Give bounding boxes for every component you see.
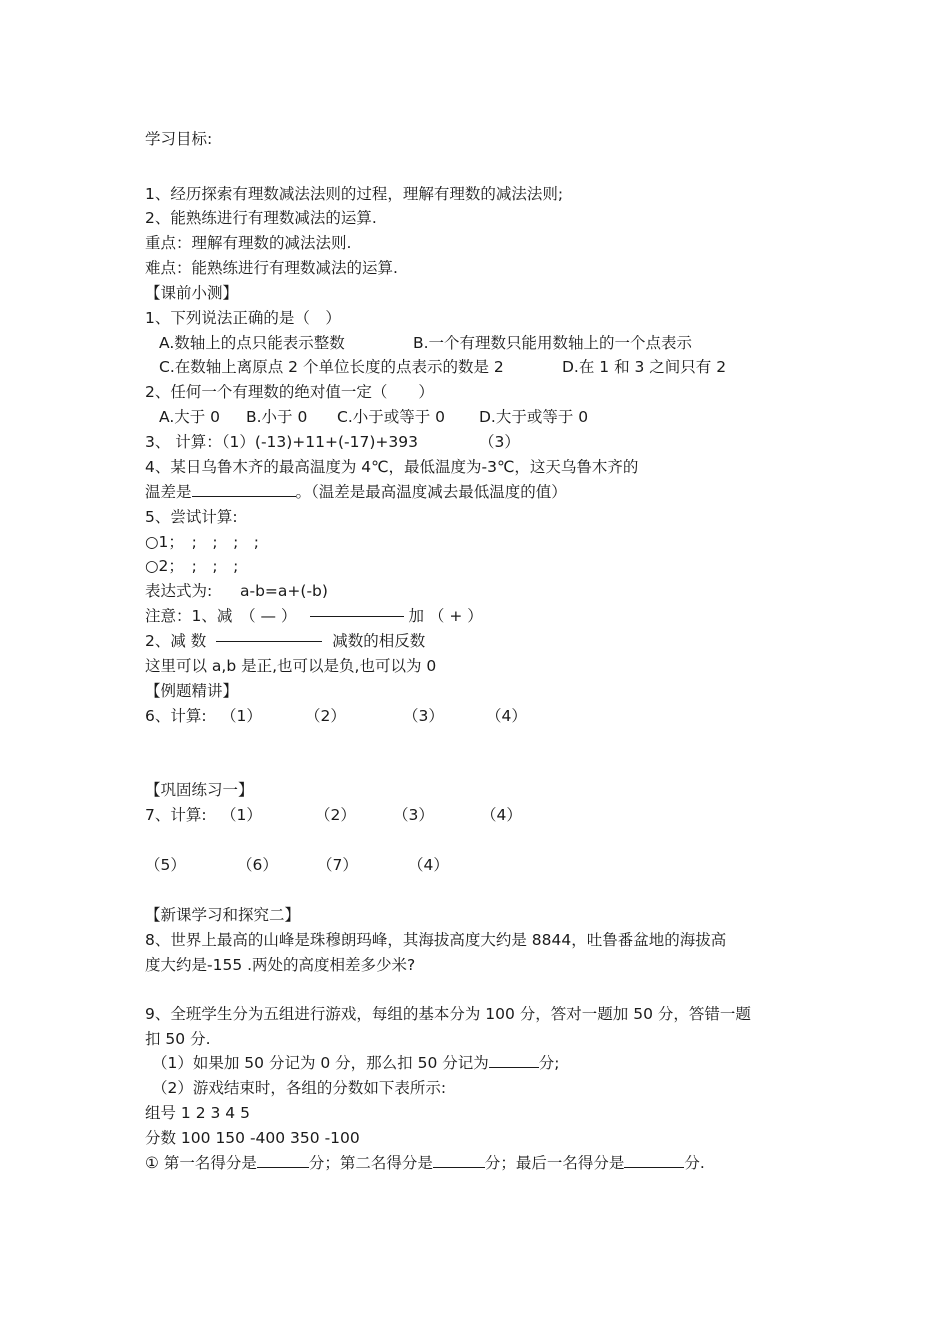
q2-option-d: D.大于或等于 0 xyxy=(479,408,589,426)
q5-note-2-suffix: 减数的相反数 xyxy=(332,632,426,650)
q5-expression-label: 表达式为: xyxy=(145,582,213,600)
q9-line-2: 扣 50 分. xyxy=(145,1030,211,1048)
q5-stem: 5、尝试计算: xyxy=(145,508,238,526)
q2-option-b: B.小于 0 xyxy=(246,408,308,426)
q5-note-1-rule xyxy=(310,616,404,617)
q5-note-2-prefix: 2、减 数 xyxy=(145,632,207,650)
q2-option-a: A.大于 0 xyxy=(159,408,221,426)
practice-1-header: 【巩固练习一】 xyxy=(145,781,254,799)
q4-answer-blank xyxy=(192,482,296,497)
pretest-header: 【课前小测】 xyxy=(145,284,239,302)
page-title: 学习目标: xyxy=(145,130,213,148)
q6-part-1: （1） xyxy=(221,707,262,725)
q1-option-b: B.一个有理数只能用数轴上的一个点表示 xyxy=(413,334,693,352)
q7-part-6: （6） xyxy=(237,856,278,874)
q4-suffix: 。（温差是最高温度减去最低温度的值） xyxy=(295,483,567,501)
q5-row-1: ○1； ; ; ; ; xyxy=(145,533,260,551)
q1-option-a: A.数轴上的点只能表示整数 xyxy=(159,334,345,352)
q6-part-4: （4） xyxy=(486,707,527,725)
q1-stem: 1、下列说法正确的是（ ） xyxy=(145,309,341,327)
q4-line-2 xyxy=(145,482,567,502)
q9-part-1-prefix: （1）如果加 50 分记为 0 分，那么扣 50 分记为 xyxy=(152,1054,489,1072)
key-point: 重点：理解有理数的减法法则. xyxy=(145,234,352,252)
q3-part-3: （3） xyxy=(479,433,520,451)
q9-part-1-suffix: 分; xyxy=(538,1054,560,1072)
q7-label: 7、计算: xyxy=(145,806,207,824)
q6-part-2: （2） xyxy=(305,707,346,725)
q9-part-1 xyxy=(152,1053,559,1073)
q6-label: 6、计算: xyxy=(145,707,207,725)
q9-final-d: 分. xyxy=(684,1154,705,1172)
examples-header: 【例题精讲】 xyxy=(145,682,239,700)
q5-note-3: 这里可以 a,b 是正,也可以是负,也可以为 0 xyxy=(145,657,437,675)
q7-part-2: （2） xyxy=(315,806,356,824)
q7-part-1: （1） xyxy=(221,806,262,824)
q9-final-b: 分；第二名得分是 xyxy=(308,1154,433,1172)
q9-final-c: 分；最后一名得分是 xyxy=(484,1154,625,1172)
q5-expression: a-b=a+(-b) xyxy=(240,582,328,600)
q9-blank-second xyxy=(433,1153,485,1168)
q5-note-1-suffix: 加 （ + ） xyxy=(408,607,483,625)
q5-note-2-rule xyxy=(216,641,322,642)
q9-blank-last xyxy=(624,1153,684,1168)
q5-row-2: ○2； ; ; ; xyxy=(145,557,239,575)
q5-note-1-prefix: 注意：1、减 （ — ） xyxy=(145,607,297,625)
q4-prefix: 温差是 xyxy=(145,483,192,501)
q4-line-1: 4、某日乌鲁木齐的最高温度为 4℃，最低温度为-3℃，这天乌鲁木齐的 xyxy=(145,458,639,476)
q9-final xyxy=(145,1153,705,1173)
q7-part-5: （5） xyxy=(145,856,186,874)
difficulty: 难点：能熟练进行有理数减法的运算. xyxy=(145,259,398,277)
q3-stem: 3、 计算：（1）(-13)+11+(-17)+393 xyxy=(145,433,418,451)
q9-final-a: ① 第一名得分是 xyxy=(145,1154,257,1172)
score-table-row-1: 组号 1 2 3 4 5 xyxy=(145,1104,250,1122)
q2-option-c: C.小于或等于 0 xyxy=(337,408,446,426)
q7-part-8: （4） xyxy=(408,856,449,874)
q7-part-7: （7） xyxy=(317,856,358,874)
q9-line-1: 9、全班学生分为五组进行游戏，每组的基本分为 100 分，答对一题加 50 分，答错一题 xyxy=(145,1005,751,1023)
q9-part-2: （2）游戏结束时，各组的分数如下表所示: xyxy=(152,1079,447,1097)
q9-blank-first xyxy=(257,1153,309,1168)
q7-part-3: （3） xyxy=(393,806,434,824)
q8-line-1: 8、世界上最高的山峰是珠穆朗玛峰，其海拔高度大约是 8844，吐鲁番盆地的海拔高 xyxy=(145,931,727,949)
goal-2: 2、能熟练进行有理数减法的运算. xyxy=(145,209,377,227)
explore-2-header: 【新课学习和探究二】 xyxy=(145,906,301,924)
q2-stem: 2、任何一个有理数的绝对值一定（ ） xyxy=(145,383,434,401)
goal-1: 1、经历探索有理数减法法则的过程，理解有理数的减法法则; xyxy=(145,185,564,203)
q6-part-3: （3） xyxy=(403,707,444,725)
q8-line-2: 度大约是-155 .两处的高度相差多少米? xyxy=(145,956,416,974)
q1-option-d: D.在 1 和 3 之间只有 2 xyxy=(562,358,727,376)
q9-part-1-blank xyxy=(489,1053,539,1068)
q5-note-2 xyxy=(145,631,425,651)
score-table-row-2: 分数 100 150 -400 350 -100 xyxy=(145,1129,360,1147)
q7-part-4: （4） xyxy=(481,806,522,824)
q5-note-1 xyxy=(145,606,483,626)
q1-option-c: C.在数轴上离原点 2 个单位长度的点表示的数是 2 xyxy=(159,358,504,376)
